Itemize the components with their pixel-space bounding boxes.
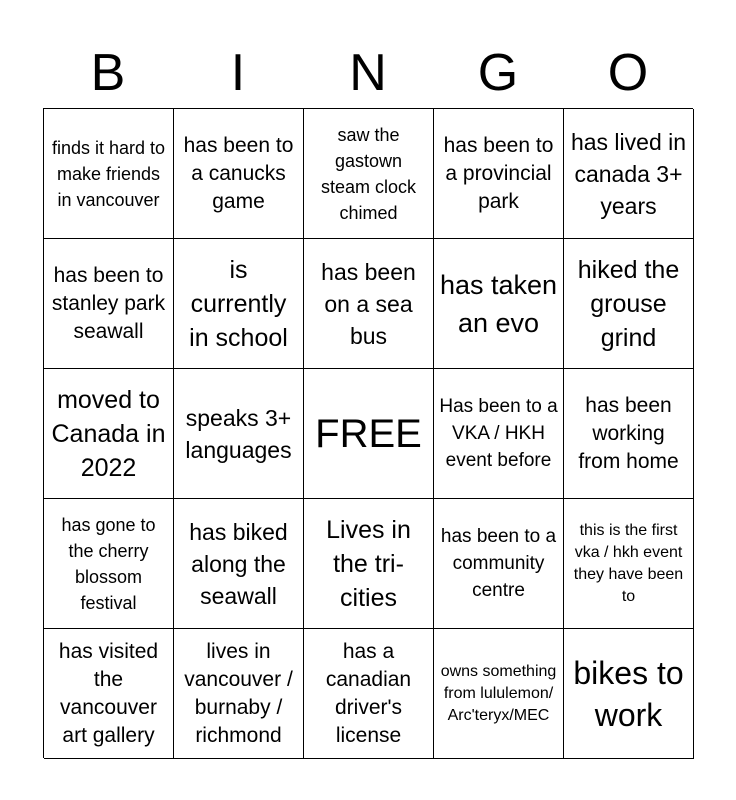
header-letter-b: B: [90, 44, 126, 102]
cell-text: speaks 3+ languages: [185, 404, 292, 463]
free-space[interactable]: [304, 369, 434, 499]
bingo-cell[interactable]: [564, 109, 694, 239]
bingo-cell[interactable]: [44, 369, 174, 499]
header-letter-o: O: [607, 44, 649, 102]
bingo-cell[interactable]: [304, 499, 434, 629]
bingo-cell[interactable]: [434, 239, 564, 369]
header-letter-g: G: [477, 44, 519, 102]
bingo-cell[interactable]: [564, 629, 694, 759]
bingo-cell[interactable]: [434, 499, 564, 629]
cell-text: has biked along the seawall: [189, 518, 288, 609]
cell-text: has been to a canucks game: [183, 133, 294, 213]
cell-text: has been on a sea bus: [321, 258, 416, 349]
bingo-cell[interactable]: [44, 109, 174, 239]
bingo-cell[interactable]: [174, 239, 304, 369]
bingo-cell[interactable]: [434, 109, 564, 239]
bingo-cell[interactable]: [304, 109, 434, 239]
bingo-cell[interactable]: [564, 239, 694, 369]
cell-text: moved to Canada in 2022: [51, 385, 166, 482]
cell-text: hiked the grouse grind: [577, 255, 680, 352]
bingo-cell[interactable]: [174, 369, 304, 499]
bingo-cell[interactable]: [564, 499, 694, 629]
cell-text: saw the gastown steam clock chimed: [320, 124, 417, 223]
cell-text: lives in vancouver / burnaby / richmond: [184, 639, 293, 747]
bingo-cell[interactable]: [44, 629, 174, 759]
bingo-cell[interactable]: [304, 239, 434, 369]
cell-text: has lived in canada 3+ years: [570, 128, 687, 219]
cell-text: owns something from lululemon/ Arc'teryx/MEC: [440, 662, 557, 724]
cell-text: bikes to work: [573, 654, 684, 733]
cell-text: has been to stanley park seawall: [51, 263, 166, 343]
bingo-cell[interactable]: [44, 239, 174, 369]
cell-text: finds it hard to make friends in vancouver: [51, 137, 166, 210]
bingo-cell[interactable]: [174, 499, 304, 629]
bingo-cell[interactable]: [174, 109, 304, 239]
cell-text: Has been to a VKA / HKH event before: [439, 396, 558, 471]
cell-text: is currently in school: [189, 255, 288, 352]
bingo-cell[interactable]: [434, 369, 564, 499]
header-letter-i: I: [230, 44, 246, 102]
cell-text: has been working from home: [578, 393, 679, 473]
cell-text: has a canadian driver's license: [325, 639, 412, 747]
bingo-cell[interactable]: [304, 629, 434, 759]
cell-text: has gone to the cherry blossom festival: [61, 514, 156, 613]
cell-text: has been to a provincial park: [443, 133, 554, 213]
cell-text: has taken an evo: [439, 269, 558, 338]
bingo-header: [43, 38, 693, 108]
cell-text: Lives in the tri-cities: [326, 515, 411, 612]
bingo-cell[interactable]: [44, 499, 174, 629]
bingo-cell[interactable]: [434, 629, 564, 759]
bingo-cell[interactable]: [174, 629, 304, 759]
cell-text: has visited the vancouver art gallery: [58, 639, 159, 747]
header-letter-n: N: [349, 44, 387, 102]
cell-text: has been to a community centre: [440, 526, 557, 601]
bingo-cell[interactable]: [564, 369, 694, 499]
free-text: FREE: [315, 411, 422, 456]
bingo-grid: [43, 108, 693, 758]
cell-text: this is the first vka / hkh event they have been to: [573, 521, 684, 605]
